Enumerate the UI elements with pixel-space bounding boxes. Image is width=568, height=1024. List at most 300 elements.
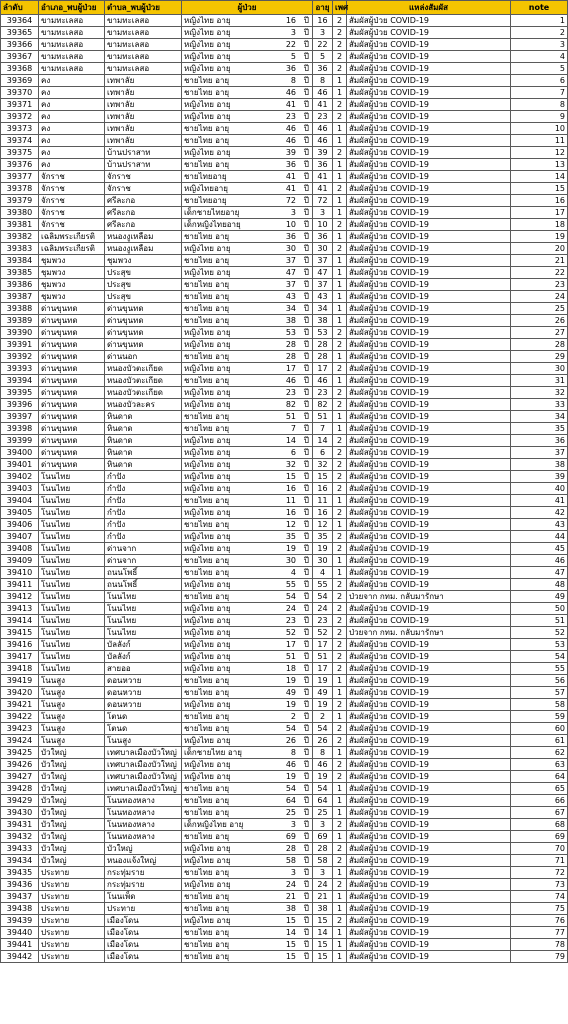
table-row (1, 363, 568, 375)
cell-tambon: กำปัง (105, 495, 182, 507)
patient-year-unit: ปี (303, 148, 309, 157)
cell-sex: 2 (333, 327, 347, 339)
header-sex: เพศ (333, 1, 347, 15)
patient-desc: หญิงไทย อายุ (184, 640, 231, 649)
cell-tambon: ชุมพวง (105, 255, 182, 267)
cell-tambon: หนองบัวตะเกียด (105, 375, 182, 387)
table-row (1, 279, 568, 291)
cell-tambon: โตนด (105, 723, 182, 735)
cell-age: 21 (313, 891, 333, 903)
patient-age: 54 (285, 724, 296, 733)
cell-source: สัมผัสผู้ป่วย COVID-19 (347, 951, 511, 963)
patient-desc: ชายไทย อายุ (184, 304, 230, 313)
cell-source: สัมผัสผู้ป่วย COVID-19 (347, 267, 511, 279)
table-row (1, 807, 568, 819)
cell-id: 39380 (1, 207, 39, 219)
cell-note: 38 (511, 459, 568, 471)
cell-note: 40 (511, 483, 568, 495)
cell-source: สัมผัสผู้ป่วย COVID-19 (347, 795, 511, 807)
cell-amphoe: บัวใหญ่ (39, 747, 105, 759)
cell-tambon: ศรีละกอ (105, 207, 182, 219)
patient-year-unit: ปี (303, 748, 309, 757)
patient-year-unit: ปี (303, 724, 309, 733)
cell-age: 19 (313, 771, 333, 783)
patient-year-unit: ปี (303, 460, 309, 469)
cell-id: 39423 (1, 723, 39, 735)
patient-year-unit: ปี (303, 88, 309, 97)
cell-id: 39401 (1, 459, 39, 471)
patient-age: 19 (285, 676, 296, 685)
cell-patient (182, 99, 313, 111)
patient-year-unit: ปี (303, 940, 309, 949)
cell-sex: 2 (333, 111, 347, 123)
cell-note: 37 (511, 447, 568, 459)
cell-patient (182, 411, 313, 423)
cell-sex: 1 (333, 675, 347, 687)
patient-age: 28 (285, 352, 296, 361)
cell-source: สัมผัสผู้ป่วย COVID-19 (347, 291, 511, 303)
patient-desc: ชายไทย อายุ (184, 520, 230, 529)
patient-year-unit: ปี (303, 688, 309, 697)
patient-desc: หญิงไทย อายุ (184, 340, 231, 349)
cell-amphoe: จักราช (39, 219, 105, 231)
patient-age: 17 (285, 640, 296, 649)
cell-tambon: หินดาด (105, 423, 182, 435)
cell-patient (182, 603, 313, 615)
patient-age: 15 (285, 940, 296, 949)
patient-desc: ชายไทย อายุ (184, 88, 230, 97)
cell-source: สัมผัสผู้ป่วย COVID-19 (347, 315, 511, 327)
cell-tambon: หินดาด (105, 411, 182, 423)
patient-year-unit: ปี (303, 28, 309, 37)
patient-age: 38 (285, 316, 296, 325)
cell-tambon: โนนทองหลาง (105, 831, 182, 843)
table-row (1, 927, 568, 939)
cell-patient (182, 807, 313, 819)
cell-patient (182, 291, 313, 303)
patient-desc: หญิงไทย อายุ (184, 328, 231, 337)
cell-note: 1 (511, 15, 568, 27)
cell-amphoe: จักราช (39, 195, 105, 207)
cell-patient (182, 651, 313, 663)
cell-age: 23 (313, 615, 333, 627)
cell-source: สัมผัสผู้ป่วย COVID-19 (347, 651, 511, 663)
cell-sex: 2 (333, 447, 347, 459)
cell-tambon: ด่านนอก (105, 351, 182, 363)
cell-amphoe: จักราช (39, 183, 105, 195)
cell-age: 19 (313, 699, 333, 711)
patient-age: 16 (285, 484, 296, 493)
patient-desc: หญิงไทย อายุ (184, 484, 231, 493)
cell-sex: 2 (333, 639, 347, 651)
table-row (1, 855, 568, 867)
patient-age: 24 (285, 880, 296, 889)
patient-age: 17 (285, 364, 296, 373)
cell-patient (182, 771, 313, 783)
cell-tambon: ขามทะเลสอ (105, 15, 182, 27)
cell-patient (182, 51, 313, 63)
table-row (1, 447, 568, 459)
patient-desc: ชายไทย อายุ (184, 808, 230, 817)
cell-source: สัมผัสผู้ป่วย COVID-19 (347, 831, 511, 843)
cell-id: 39441 (1, 939, 39, 951)
cell-source: สัมผัสผู้ป่วย COVID-19 (347, 171, 511, 183)
patient-desc: ชายไทย อายุ (184, 496, 230, 505)
cell-source: สัมผัสผู้ป่วย COVID-19 (347, 123, 511, 135)
patient-year-unit: ปี (303, 892, 309, 901)
cell-source: สัมผัสผู้ป่วย COVID-19 (347, 783, 511, 795)
cell-source: สัมผัสผู้ป่วย COVID-19 (347, 687, 511, 699)
table-row (1, 207, 568, 219)
table-row (1, 87, 568, 99)
cell-tambon: เทพาลัย (105, 111, 182, 123)
cell-age: 37 (313, 279, 333, 291)
cell-tambon: หนองบัวตะเกียด (105, 387, 182, 399)
patient-desc: ชายไทย อายุ (184, 352, 230, 361)
cell-source: สัมผัสผู้ป่วย COVID-19 (347, 519, 511, 531)
patient-desc: หญิงไทย อายุ (184, 388, 231, 397)
cell-sex: 1 (333, 303, 347, 315)
cell-patient (182, 735, 313, 747)
cell-note: 44 (511, 531, 568, 543)
cell-id: 39369 (1, 75, 39, 87)
table-row (1, 531, 568, 543)
cell-source: สัมผัสผู้ป่วย COVID-19 (347, 735, 511, 747)
cell-amphoe: โนนไทย (39, 651, 105, 663)
cell-amphoe: โนนสูง (39, 699, 105, 711)
cell-note: 63 (511, 759, 568, 771)
cell-age: 43 (313, 291, 333, 303)
cell-age: 17 (313, 663, 333, 675)
table-row (1, 231, 568, 243)
cell-amphoe: โนนสูง (39, 735, 105, 747)
patient-year-unit: ปี (303, 220, 309, 229)
cell-sex: 2 (333, 339, 347, 351)
table-row (1, 243, 568, 255)
cell-note: 30 (511, 363, 568, 375)
cell-age: 7 (313, 423, 333, 435)
cell-amphoe: โนนไทย (39, 639, 105, 651)
cell-tambon: กำปัง (105, 531, 182, 543)
cell-age: 4 (313, 567, 333, 579)
cell-tambon: บัลลังก์ (105, 651, 182, 663)
cell-note: 47 (511, 567, 568, 579)
cell-amphoe: คง (39, 87, 105, 99)
patient-desc: หญิงไทย อายุ (184, 760, 231, 769)
table-row (1, 327, 568, 339)
patient-age: 14 (285, 436, 296, 445)
cell-sex: 2 (333, 27, 347, 39)
cell-source: สัมผัสผู้ป่วย COVID-19 (347, 939, 511, 951)
cell-sex: 2 (333, 663, 347, 675)
cell-tambon: ประสุข (105, 291, 182, 303)
cell-amphoe: ชุมพวง (39, 291, 105, 303)
cell-amphoe: ด่านขุนทด (39, 423, 105, 435)
cell-note: 25 (511, 303, 568, 315)
cell-id: 39421 (1, 699, 39, 711)
patient-age: 28 (285, 340, 296, 349)
cell-age: 35 (313, 531, 333, 543)
cell-patient (182, 483, 313, 495)
cell-age: 64 (313, 795, 333, 807)
cell-id: 39373 (1, 123, 39, 135)
cell-patient (182, 843, 313, 855)
cell-note: 24 (511, 291, 568, 303)
cell-tambon: โนนไทย (105, 591, 182, 603)
cell-sex: 2 (333, 855, 347, 867)
cell-patient (182, 723, 313, 735)
patient-desc: ชายไทย อายุ (184, 280, 230, 289)
cell-age: 22 (313, 39, 333, 51)
patient-desc: ชายไทย อายุ (184, 376, 230, 385)
cell-age: 58 (313, 855, 333, 867)
patient-age: 38 (285, 904, 296, 913)
cell-age: 36 (313, 231, 333, 243)
patient-desc: หญิงไทย อายุ (184, 460, 231, 469)
cell-id: 39365 (1, 27, 39, 39)
patient-age: 8 (290, 748, 296, 757)
cell-source: สัมผัสผู้ป่วย COVID-19 (347, 219, 511, 231)
cell-amphoe: โนนไทย (39, 627, 105, 639)
cell-patient (182, 27, 313, 39)
cell-tambon: โนนไทย (105, 627, 182, 639)
cell-age: 8 (313, 75, 333, 87)
cell-tambon: เทศบาลเมืองบัวใหญ่ (105, 771, 182, 783)
cell-source: สัมผัสผู้ป่วย COVID-19 (347, 375, 511, 387)
cell-patient (182, 255, 313, 267)
cell-sex: 1 (333, 195, 347, 207)
cell-patient (182, 75, 313, 87)
cell-id: 39394 (1, 375, 39, 387)
cell-patient (182, 171, 313, 183)
table-row (1, 843, 568, 855)
cell-amphoe: โนนไทย (39, 555, 105, 567)
patient-year-unit: ปี (303, 412, 309, 421)
cell-amphoe: บัวใหญ่ (39, 843, 105, 855)
cell-tambon: ด่านขุนทด (105, 339, 182, 351)
cell-source: สัมผัสผู้ป่วย COVID-19 (347, 603, 511, 615)
cell-note: 69 (511, 831, 568, 843)
cell-tambon: หินดาด (105, 447, 182, 459)
cell-amphoe: คง (39, 99, 105, 111)
table-row (1, 663, 568, 675)
cell-tambon: หนองบัวละคร (105, 399, 182, 411)
cell-age: 36 (313, 63, 333, 75)
cell-source: สัมผัสผู้ป่วย COVID-19 (347, 531, 511, 543)
patient-desc: หญิงไทย อายุ (184, 448, 231, 457)
table-row (1, 255, 568, 267)
cell-sex: 1 (333, 351, 347, 363)
table-row (1, 171, 568, 183)
patient-desc: ชายไทย อายุ (184, 292, 230, 301)
cell-sex: 1 (333, 711, 347, 723)
patient-year-unit: ปี (303, 40, 309, 49)
cell-source: สัมผัสผู้ป่วย COVID-19 (347, 843, 511, 855)
patient-desc: หญิงไทย อายุ (184, 544, 231, 553)
table-row (1, 639, 568, 651)
cell-source: สัมผัสผู้ป่วย COVID-19 (347, 75, 511, 87)
cell-note: 55 (511, 663, 568, 675)
cell-sex: 2 (333, 819, 347, 831)
patient-age: 46 (285, 124, 296, 133)
cell-note: 73 (511, 879, 568, 891)
patient-desc: ชายไทย อายุ (184, 568, 230, 577)
cell-tambon: ขามทะเลสอ (105, 39, 182, 51)
cell-id: 39438 (1, 903, 39, 915)
cell-source: สัมผัสผู้ป่วย COVID-19 (347, 279, 511, 291)
cell-note: 66 (511, 795, 568, 807)
patient-age: 46 (285, 136, 296, 145)
cell-patient (182, 555, 313, 567)
cell-amphoe: โนนไทย (39, 615, 105, 627)
cell-age: 19 (313, 543, 333, 555)
patient-age: 36 (285, 232, 296, 241)
cell-amphoe: บัวใหญ่ (39, 819, 105, 831)
cell-source: สัมผัสผู้ป่วย COVID-19 (347, 147, 511, 159)
cell-tambon: ขามทะเลสอ (105, 63, 182, 75)
patient-age: 23 (285, 112, 296, 121)
cell-source: สัมผัสผู้ป่วย COVID-19 (347, 399, 511, 411)
cell-sex: 1 (333, 315, 347, 327)
patient-desc: ชายไทย อายุ (184, 868, 230, 877)
cell-source: สัมผัสผู้ป่วย COVID-19 (347, 567, 511, 579)
table-row (1, 687, 568, 699)
cell-amphoe: บัวใหญ่ (39, 831, 105, 843)
cell-age: 19 (313, 675, 333, 687)
cell-patient (182, 471, 313, 483)
cell-tambon: ศรีละกอ (105, 219, 182, 231)
cell-sex: 1 (333, 279, 347, 291)
cell-sex: 2 (333, 243, 347, 255)
table-row (1, 603, 568, 615)
cell-id: 39410 (1, 567, 39, 579)
table-row (1, 15, 568, 27)
cell-note: 74 (511, 891, 568, 903)
cell-patient (182, 639, 313, 651)
cell-source: สัมผัสผู้ป่วย COVID-19 (347, 39, 511, 51)
cell-sex: 2 (333, 723, 347, 735)
cell-tambon: จักราช (105, 183, 182, 195)
cell-patient (182, 231, 313, 243)
cell-age: 30 (313, 555, 333, 567)
cell-patient (182, 123, 313, 135)
cell-note: 3 (511, 39, 568, 51)
cell-source: สัมผัสผู้ป่วย COVID-19 (347, 483, 511, 495)
cell-patient (182, 459, 313, 471)
cell-age: 24 (313, 603, 333, 615)
cell-sex: 2 (333, 591, 347, 603)
cell-id: 39384 (1, 255, 39, 267)
cell-id: 39418 (1, 663, 39, 675)
patient-age: 51 (285, 412, 296, 421)
patient-age: 46 (285, 760, 296, 769)
cell-amphoe: ประทาย (39, 879, 105, 891)
patient-desc: หญิงไทย อายุ (184, 880, 231, 889)
cell-sex: 2 (333, 531, 347, 543)
cell-tambon: เทพาลัย (105, 123, 182, 135)
table-row (1, 699, 568, 711)
cell-sex: 2 (333, 183, 347, 195)
cell-id: 39415 (1, 627, 39, 639)
cell-age: 23 (313, 387, 333, 399)
cell-tambon: โนนทองหลาง (105, 795, 182, 807)
cell-tambon: เทพาลัย (105, 135, 182, 147)
patient-year-unit: ปี (303, 604, 309, 613)
cell-source: สัมผัสผู้ป่วย COVID-19 (347, 771, 511, 783)
cell-patient (182, 699, 313, 711)
cell-tambon: ประสุข (105, 279, 182, 291)
cell-sex: 2 (333, 147, 347, 159)
cell-sex: 2 (333, 627, 347, 639)
table-row (1, 747, 568, 759)
cell-sex: 1 (333, 687, 347, 699)
cell-age: 14 (313, 435, 333, 447)
cell-sex: 1 (333, 135, 347, 147)
cell-amphoe: ประทาย (39, 915, 105, 927)
cell-age: 15 (313, 951, 333, 963)
patient-age: 41 (285, 100, 296, 109)
cell-tambon: ศรีละกอ (105, 195, 182, 207)
patient-desc: ชายไทย อายุ (184, 136, 230, 145)
cell-patient (182, 627, 313, 639)
cell-source: สัมผัสผู้ป่วย COVID-19 (347, 27, 511, 39)
cell-id: 39429 (1, 795, 39, 807)
cell-age: 24 (313, 879, 333, 891)
patient-desc: ชายไทย อายุ (184, 592, 230, 601)
cell-source: สัมผัสผู้ป่วย COVID-19 (347, 243, 511, 255)
patient-desc: หญิงไทย อายุ (184, 508, 231, 517)
cell-sex: 1 (333, 171, 347, 183)
cell-age: 12 (313, 519, 333, 531)
patient-age: 58 (285, 856, 296, 865)
table-row (1, 315, 568, 327)
patient-desc: เด็กหญิงไทยอายุ (184, 220, 241, 229)
patient-desc: หญิงไทย อายุ (184, 616, 231, 625)
patient-desc: หญิงไทย อายุ (184, 604, 231, 613)
cell-id: 39408 (1, 543, 39, 555)
patient-year-unit: ปี (303, 136, 309, 145)
patient-year-unit: ปี (303, 928, 309, 937)
table-row (1, 903, 568, 915)
header-amphoe: อำเภอ_พบผู้ป่วย (39, 1, 105, 15)
cell-id: 39440 (1, 927, 39, 939)
cell-source: สัมผัสผู้ป่วย COVID-19 (347, 495, 511, 507)
patient-year-unit: ปี (303, 484, 309, 493)
cell-age: 41 (313, 99, 333, 111)
cell-id: 39407 (1, 531, 39, 543)
cell-sex: 1 (333, 375, 347, 387)
cell-source: สัมผัสผู้ป่วย COVID-19 (347, 195, 511, 207)
table-row (1, 459, 568, 471)
cell-note: 26 (511, 315, 568, 327)
cell-sex: 1 (333, 795, 347, 807)
patient-year-unit: ปี (303, 112, 309, 121)
header-note: note (511, 1, 568, 15)
cell-id: 39390 (1, 327, 39, 339)
cell-note: 4 (511, 51, 568, 63)
cell-id: 39388 (1, 303, 39, 315)
patient-year-unit: ปี (303, 736, 309, 745)
cell-age: 6 (313, 447, 333, 459)
cell-amphoe: ด่านขุนทด (39, 435, 105, 447)
cell-note: 31 (511, 375, 568, 387)
cell-source: สัมผัสผู้ป่วย COVID-19 (347, 339, 511, 351)
cell-id: 39411 (1, 579, 39, 591)
patient-desc: เด็กชายไทยอายุ (184, 208, 240, 217)
patient-age: 3 (290, 28, 296, 37)
patient-age: 4 (290, 568, 296, 577)
patient-age: 72 (285, 196, 296, 205)
